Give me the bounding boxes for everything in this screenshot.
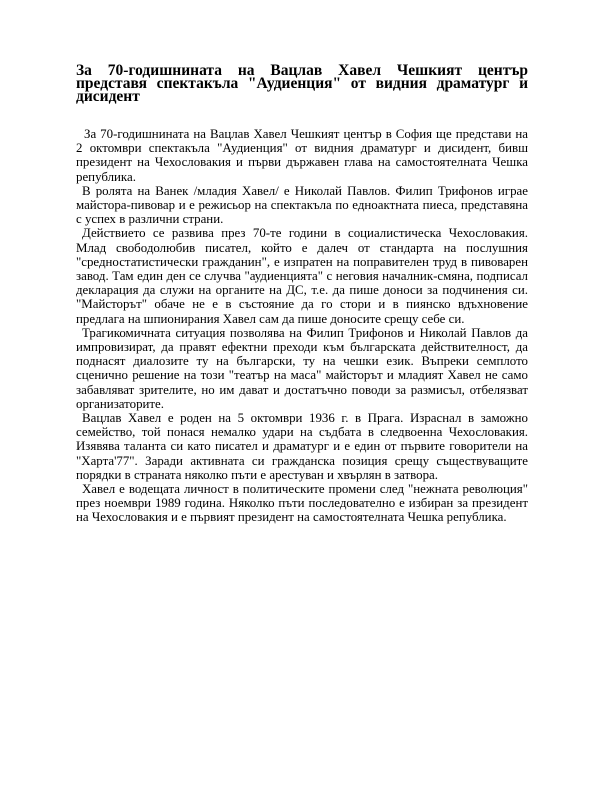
article-body bbox=[76, 127, 528, 525]
paragraph: Хавел е водещата личност в политическите промени след "нежната революция" през ноември 1989 година. Няколко пъти последователно е избиран за президент на Чехословакия и е първият президент на самостоятелната Чешка република. bbox=[76, 482, 528, 525]
paragraph: За 70-годишнината на Вацлав Хавел Чешкият център в София ще представи на 2 октомври спектакъла "Аудиенция" от видния драматург и дисидент, бивш президент на Чехословакия и първи държавен глава на самостоятелната Чешка република. bbox=[76, 127, 528, 184]
paragraph: В ролята на Ванек /младия Хавел/ е Николай Павлов. Филип Трифонов играе майстора-пивовар и е режисьор на спектакъла по едноактната пиеса, представяна с успех в различни страни. bbox=[76, 183, 528, 227]
paragraph: Вацлав Хавел е роден на 5 октомври 1936 г. в Прага. Израснал в заможно семейство, той понася немалко удари на съдбата в следвоенна Чехословакия. Изявява таланта си като писател и драматург и е един от първите говорители на "Харта'77". Заради активната си гражданска позиция срещу съществуващите порядки в страната няколко пъти е арестуван и хвърлян в затвора. bbox=[76, 411, 528, 482]
paragraph: Трагикомичната ситуация позволява на Филип Трифонов и Николай Павлов да импровизират, да правят ефектни преходи към българската действителност, да поднасят диалозите ту на български, ту на чешки език. Въпреки семплото сценично решение на този "театър на маса" майсторът и младият Хавел не само забавляват зрителите, но им дават и достатъчно поводи за размисъл, отбелязват организаторите. bbox=[76, 325, 528, 411]
paragraph: Действието се развива през 70-те години в социалистическа Чехословакия. Млад свободолюбив писател, който е далеч от стандарта на послушния "средностатистически гражданин", е изпратен на поправителен труд в пивоварен завод. Там един ден се случва "аудиенцията" с неговия началник-смяна, подписал декларация да служи на органите на ДС, т.е. да пише доноси за подчинения си. "Майсторът" обаче не е в състояние да го стори и в пиянско вдъхновение предлага на шпионирания Хавел сам да пише доносите срещу себе си. bbox=[76, 226, 528, 326]
article-title: За 70-годишнината на Вацлав Хавел Чешкият център представя спектакъла "Аудиенция" от видния драматург и дисидент bbox=[76, 62, 528, 105]
